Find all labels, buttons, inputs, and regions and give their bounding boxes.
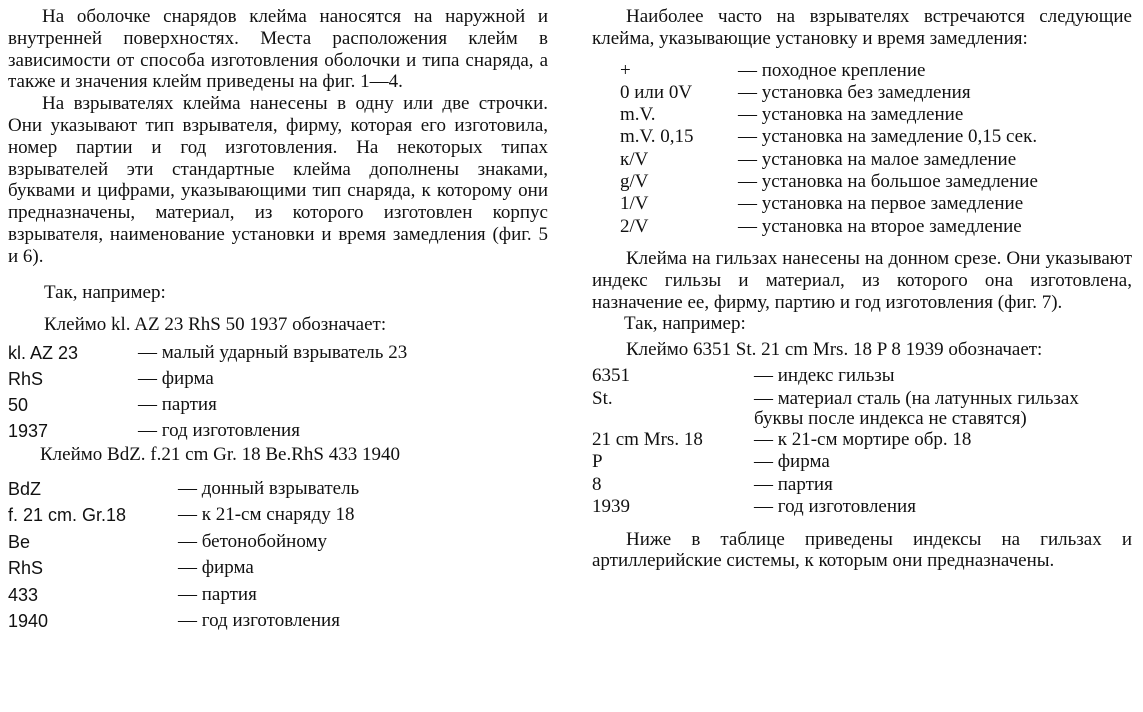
legend-value: — донный взрыватель [178, 477, 360, 499]
left-paragraph-2: На взрывателях клейма нанесены в одну или две строчки. Они указывают тип взрывателя, фирму, которая его изготовила, номер партии и год изготовления. На некоторых типах взрывателей эти стандартные клейма дополнены знаками, буквами и цифрами, указывающими тип снаряда, к которому они предназначены, материал, из которого изготовлен корпус взрывателя, наименование установки и время замедления (фиг. 5 и 6). [8, 93, 548, 267]
delay-markings-list [592, 60, 1132, 238]
marking-row [620, 171, 1132, 193]
legend-key: kl. AZ 23 [8, 342, 79, 363]
legend-key: 21 cm Mrs. 18 [592, 428, 703, 450]
marking-row [620, 82, 1132, 104]
legend-row [8, 582, 548, 609]
legend-key: 50 [8, 394, 29, 415]
marking-key: 1/V [620, 193, 649, 215]
legend-value: — малый ударный взрыватель 23 [138, 341, 408, 363]
legend-value: — год изготовления [138, 419, 300, 441]
legend-value: — партия [138, 393, 217, 415]
legend-value: — партия [178, 583, 257, 605]
legend-row [8, 366, 548, 392]
legend-value: — фирма [754, 451, 830, 473]
legend-row [8, 340, 548, 366]
marking-row [620, 216, 1132, 238]
legend-key: 433 [8, 584, 39, 605]
legend-value: — год изготовления [754, 496, 916, 518]
legend-row [8, 392, 548, 418]
legend-row [592, 365, 1132, 388]
marking-value: — установка на замедление 0,15 сек. [738, 126, 1038, 148]
right-paragraph-3: Ниже в таблице приведены индексы на гильзах и артиллерийские системы, к которым они предназначены. [592, 528, 1132, 572]
stamp-heading-1: Клеймо kl. AZ 23 RhS 50 1937 обозначает: [44, 313, 387, 335]
right-paragraph-2: Клейма на гильзах нанесены на донном срезе. Они указывают индекс гильзы и материал, из которого она изготовлена, назначение ее, фирму, партию и год изготовления (фиг. 7). [592, 247, 1132, 313]
marking-row [620, 60, 1132, 82]
right-paragraph-1: Наиболее часто на взрывателях встречаются следующие клейма, указывающие установку и время замедления: [592, 6, 1132, 49]
marking-value: — установка без замедления [738, 81, 971, 103]
marking-value: — установка на замедление [738, 104, 964, 126]
legend-row [8, 555, 548, 582]
marking-row [620, 104, 1132, 126]
marking-key: m.V. [620, 104, 656, 126]
marking-key: 2/V [620, 215, 649, 237]
legend-key: RhS [8, 368, 44, 389]
legend-value: — фирма [138, 367, 214, 389]
legend-row [592, 496, 1132, 519]
legend-key: f. 21 cm. Gr.18 [8, 505, 127, 526]
legend-key: BdZ [8, 478, 42, 499]
left-column [8, 6, 548, 635]
marking-value: — установка на большое замедление [738, 171, 1038, 193]
marking-key: + [620, 59, 631, 81]
legend-value: — к 21-см мортире обр. 18 [754, 428, 972, 450]
legend-key: P [592, 451, 603, 473]
legend-value: — материал сталь (на латунных гильзах буквы после индекса не ставятся) [754, 387, 1079, 429]
marking-key: m.V. 0,15 [620, 126, 694, 148]
marking-value: — установка на второе замедление [738, 215, 1022, 237]
legend-row [8, 529, 548, 556]
legend-row [592, 429, 1132, 452]
left-paragraph-1: На оболочке снарядов клейма наносятся на наружной и внутренней поверхностях. Места расположения клейм в зависимости от способа изготовления оболочки и типа снаряда, а также и значения клейм приведены на фиг. 1—4. [8, 6, 548, 93]
legend-key: 1939 [592, 496, 630, 518]
marking-row [620, 193, 1132, 215]
legend-row [8, 476, 548, 503]
legend-row [592, 474, 1132, 497]
legend-row [592, 388, 1132, 429]
legend-row [8, 502, 548, 529]
legend-key: 6351 [592, 365, 630, 387]
example-label-1: Так, например: [44, 281, 166, 303]
legend-key: Be [8, 531, 31, 552]
marking-value: — установка на первое замедление [738, 193, 1024, 215]
stamp-legend-2 [8, 476, 548, 635]
legend-value: — партия [754, 473, 833, 495]
legend-key: RhS [8, 558, 44, 579]
legend-row [8, 608, 548, 635]
legend-value: — фирма [178, 557, 254, 579]
legend-row [8, 418, 548, 444]
legend-value: — к 21-см снаряду 18 [178, 504, 355, 526]
legend-key: 1940 [8, 611, 49, 632]
example-label-2: Так, например: [624, 313, 746, 335]
marking-row [620, 149, 1132, 171]
marking-key: g/V [620, 171, 649, 193]
legend-value: — год изготовления [178, 610, 340, 632]
marking-key: 0 или 0V [620, 81, 693, 103]
legend-value: — индекс гильзы [754, 365, 895, 387]
stamp-legend-1 [8, 340, 548, 444]
legend-row [592, 451, 1132, 474]
stamp-heading-2: Клеймо BdZ. f.21 cm Gr. 18 Be.RhS 433 1940 [40, 443, 400, 465]
right-column [592, 6, 1132, 572]
marking-value: — походное крепление [738, 59, 926, 81]
stamp-heading-3: Клеймо 6351 St. 21 cm Mrs. 18 P 8 1939 обозначает: [626, 339, 1043, 361]
marking-row [620, 126, 1132, 148]
case-stamp-legend [592, 365, 1132, 519]
legend-key: St. [592, 387, 613, 409]
marking-key: к/V [620, 148, 649, 170]
legend-key: 1937 [8, 420, 49, 441]
legend-value: — бетонобойному [178, 530, 327, 552]
legend-key: 8 [592, 473, 602, 495]
marking-value: — установка на малое замедление [738, 148, 1017, 170]
